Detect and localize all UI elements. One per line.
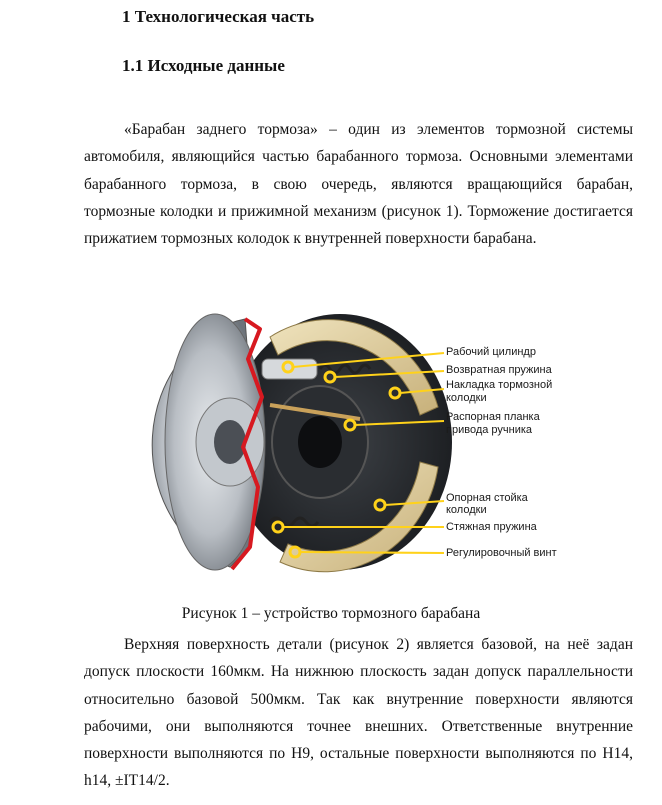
label-strut-line1: Распорная планка — [446, 411, 540, 423]
label-return-spring: Возвратная пружина — [446, 364, 552, 376]
label-support-line1: Опорная стойка — [446, 492, 528, 504]
label-lining-line1: Накладка тормозной — [446, 379, 553, 391]
label-adjuster: Регулировочный винт — [446, 547, 557, 559]
label-wheel-cylinder: Рабочий цилиндр — [446, 346, 536, 358]
label-strut-line2: привода ручника — [446, 424, 533, 436]
chapter-heading: 1 Технологическая часть — [122, 7, 315, 26]
label-tension-spring: Стяжная пружина — [446, 521, 537, 533]
label-support-line2: колодки — [446, 504, 487, 516]
tolerance-paragraph: Верхняя поверхность детали (рисунок 2) является базовой, на неё задан допуск плоскости 160мкм. На нижнюю плоскость задан допуск параллельности относительно базовой 500мкм. Так как внутренние поверхности являются рабочими, они выполняются точнее внешних. Ответственные внутренние поверхности выполняются по Н9, остальные поверхности выполняются по Н14, h14, ±IT14/2. — [84, 636, 633, 790]
intro-paragraph: «Барабан заднего тормоза» – один из элементов тормозной системы автомобиля, являющийся частью барабанного тормоза. Основными элементами барабанного тормоза, в свою очередь, являются вращающийся барабан, тормозные колодки и прижимной механизм (рисунок 1). Торможение достигается прижатием тормозных колодок к внутренней поверхности барабана. — [84, 121, 633, 248]
figure-caption: Рисунок 1 – устройство тормозного барабана — [181, 605, 481, 622]
brake-drum-figure — [150, 297, 590, 595]
section-heading: 1.1 Исходные данные — [122, 56, 285, 75]
label-lining-line2: колодки — [446, 392, 487, 404]
